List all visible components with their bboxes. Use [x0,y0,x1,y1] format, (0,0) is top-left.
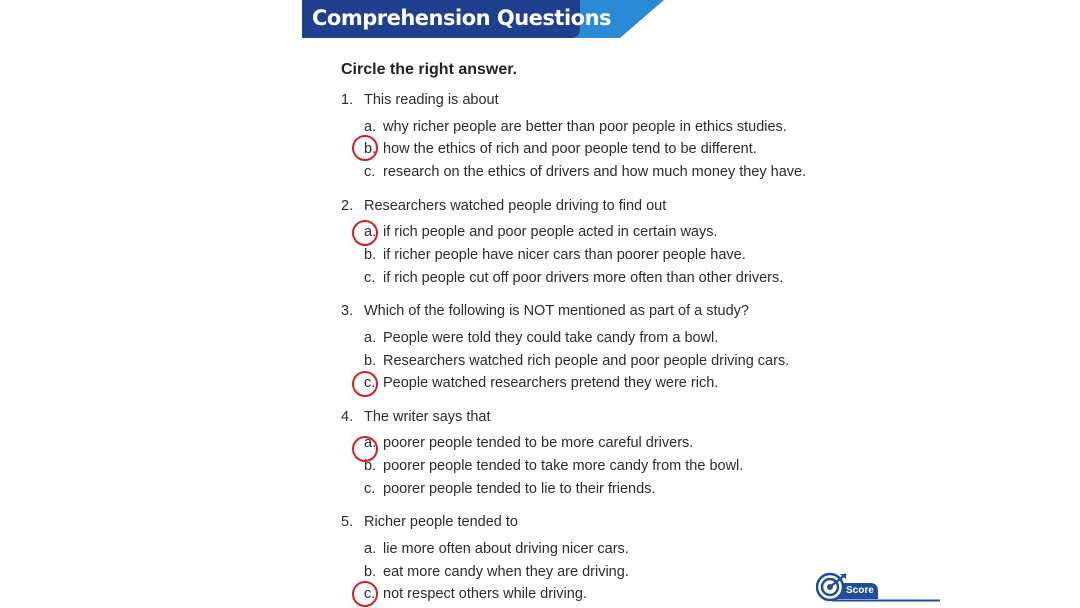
option-text: if rich people cut off poor drivers more often than other drivers. [383,270,784,286]
question-text: The writer says that [364,409,491,425]
answer-circle-4a [352,436,378,462]
option-3b[interactable] [364,353,789,369]
question-number: 5. [341,514,354,530]
option-letter: b. [364,141,377,157]
question-text: Which of the following is NOT mentioned as part of a study? [364,303,749,319]
section-banner [302,0,672,40]
score-badge [816,571,942,603]
option-letter: a. [364,541,377,557]
question-number: 3. [341,303,354,319]
option-letter: c. [364,164,376,180]
option-5b[interactable] [364,564,629,580]
option-text: if richer people have nicer cars than poorer people have. [383,247,746,263]
option-text: Researchers watched rich people and poor people driving cars. [383,353,790,369]
option-text: poorer people tended to be more careful drivers. [383,435,694,451]
question-number: 4. [341,409,354,425]
score-label: Score [846,585,874,596]
option-text: People were told they could take candy from a bowl. [383,330,719,346]
question-text: This reading is about [364,92,499,108]
option-text: eat more candy when they are driving. [383,564,629,580]
option-4c[interactable] [364,481,655,497]
option-letter: b. [364,564,377,580]
option-letter: a. [364,119,377,135]
option-letter: c. [364,375,376,391]
option-text: lie more often about driving nicer cars. [383,541,629,557]
option-3a[interactable] [364,330,718,346]
option-text: research on the ethics of drivers and how much money they have. [383,164,807,180]
question-number: 2. [341,198,354,214]
instruction-text: Circle the right answer. [341,61,518,78]
page-title: Comprehension Questions [312,6,612,30]
answer-circle-5c [352,581,378,607]
option-1a[interactable] [364,119,787,135]
option-letter: a. [364,224,377,240]
target-icon [816,571,942,603]
option-text: not respect others while driving. [383,586,587,602]
option-letter: c. [364,270,376,286]
option-5c[interactable] [364,586,587,602]
option-2b[interactable] [364,247,746,263]
option-letter: c. [364,586,376,602]
option-text: poorer people tended to lie to their friends. [383,481,656,497]
option-letter: b. [364,458,377,474]
question-text: Researchers watched people driving to find out [364,198,667,214]
option-1b[interactable] [364,141,757,157]
option-text: why richer people are better than poor people in ethics studies. [383,119,787,135]
answer-circle-2a [352,220,378,246]
option-letter: a. [364,435,377,451]
answer-circle-3c [352,371,378,397]
option-4a[interactable] [364,435,693,451]
option-2a[interactable] [364,224,718,240]
option-2c[interactable] [364,270,783,286]
question-text: Richer people tended to [364,514,518,530]
option-letter: a. [364,330,377,346]
option-letter: b. [364,353,377,369]
option-3c[interactable] [364,375,718,391]
option-5a[interactable] [364,541,629,557]
option-letter: c. [364,481,376,497]
option-text: if rich people and poor people acted in certain ways. [383,224,718,240]
option-1c[interactable] [364,164,806,180]
option-text: how the ethics of rich and poor people tend to be different. [383,141,757,157]
question-number: 1. [341,92,354,108]
option-text: poorer people tended to take more candy from the bowl. [383,458,744,474]
option-letter: b. [364,247,377,263]
answer-circle-1b [352,135,378,161]
option-text: People watched researchers pretend they were rich. [383,375,719,391]
option-4b[interactable] [364,458,743,474]
